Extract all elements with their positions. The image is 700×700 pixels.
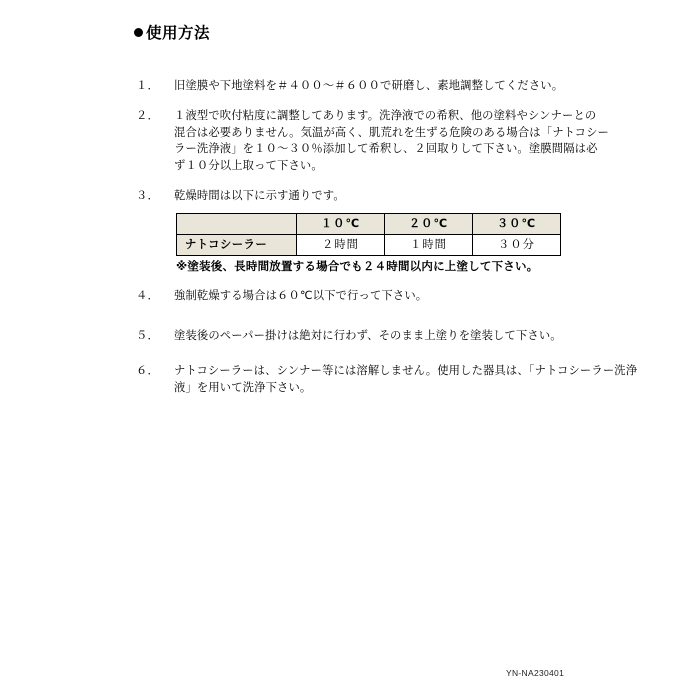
list-item-4-body	[174, 288, 566, 305]
table-cell-20c: １時間	[385, 235, 473, 256]
table-row	[177, 235, 561, 256]
list-item-3-number: ３．	[136, 189, 159, 202]
list-item-6-number: ６．	[136, 364, 159, 377]
list-item-4-number: ４．	[136, 289, 159, 302]
list-item-2-line-3: ラー洗浄液」を１０～３０％添加して希釈し、２回取りして下さい。塗膜間隔は必	[174, 142, 598, 155]
footer-document-code: YN-NA230401	[506, 668, 565, 678]
list-item-4-line-1: 強制乾燥する場合は６０℃以下で行って下さい。	[174, 289, 428, 302]
list-item-6-body	[174, 363, 637, 396]
list-item-5-number: ５．	[136, 329, 159, 342]
list-item-5	[136, 328, 566, 345]
filled-circle-bullet-icon	[134, 28, 143, 37]
list-item-2-line-1: １液型で吹付粘度に調整してあります。洗浄液での希釈、他の塗料やシンナーとの	[174, 109, 597, 122]
table-column-header-20c: ２０℃	[385, 214, 473, 235]
list-item-1-line-1: 旧塗膜や下地塗料を＃４００～＃６００で研磨し、素地調整してください。	[174, 79, 564, 92]
page-title	[134, 24, 210, 43]
page-title-text: 使用方法	[146, 24, 211, 42]
list-item-6-line-2: 液」を用いて洗浄下さい。	[174, 380, 312, 394]
list-item-2-line-2: 混合は必要ありません。気温が高く、肌荒れを生ずる危険のある場合は「ナトコシー	[174, 125, 609, 139]
list-item-3-body	[174, 188, 566, 205]
table-cell-10c: ２時間	[297, 235, 385, 256]
drying-time-table	[176, 213, 561, 256]
list-item-2-body	[174, 108, 609, 174]
table-footnote: ※塗装後、長時間放置する場合でも２４時間以内に上塗して下さい。	[176, 259, 539, 273]
list-item-2	[136, 108, 609, 174]
list-item-2-line-4: ず１０分以上取って下さい。	[174, 158, 323, 172]
table-row-label-natoco-sealer: ナトコシーラー	[177, 235, 297, 256]
list-item-3-line-1: 乾燥時間は以下に示す通りです。	[174, 189, 345, 202]
list-item-1-body	[174, 78, 566, 95]
table-column-header-30c: ３０℃	[473, 214, 561, 235]
table-corner-cell	[177, 214, 297, 235]
list-item-1	[136, 78, 566, 95]
list-item-3	[136, 188, 566, 205]
list-item-5-line-1: 塗装後のペーパー掛けは絶対に行わず、そのまま上塗りを塗装して下さい。	[174, 329, 562, 342]
list-item-1-number: １．	[136, 79, 159, 92]
list-item-5-body	[174, 328, 566, 345]
list-item-4	[136, 288, 566, 305]
list-item-6	[136, 363, 638, 396]
table-column-header-10c: １０℃	[297, 214, 385, 235]
table-header-row	[177, 214, 561, 235]
table-cell-30c: ３０分	[473, 235, 561, 256]
list-item-6-line-1: ナトコシーラーは、シンナー等には溶解しません。使用した器具は、「ナトコシーラー洗浄	[174, 364, 638, 377]
list-item-2-number: ２．	[136, 109, 159, 122]
